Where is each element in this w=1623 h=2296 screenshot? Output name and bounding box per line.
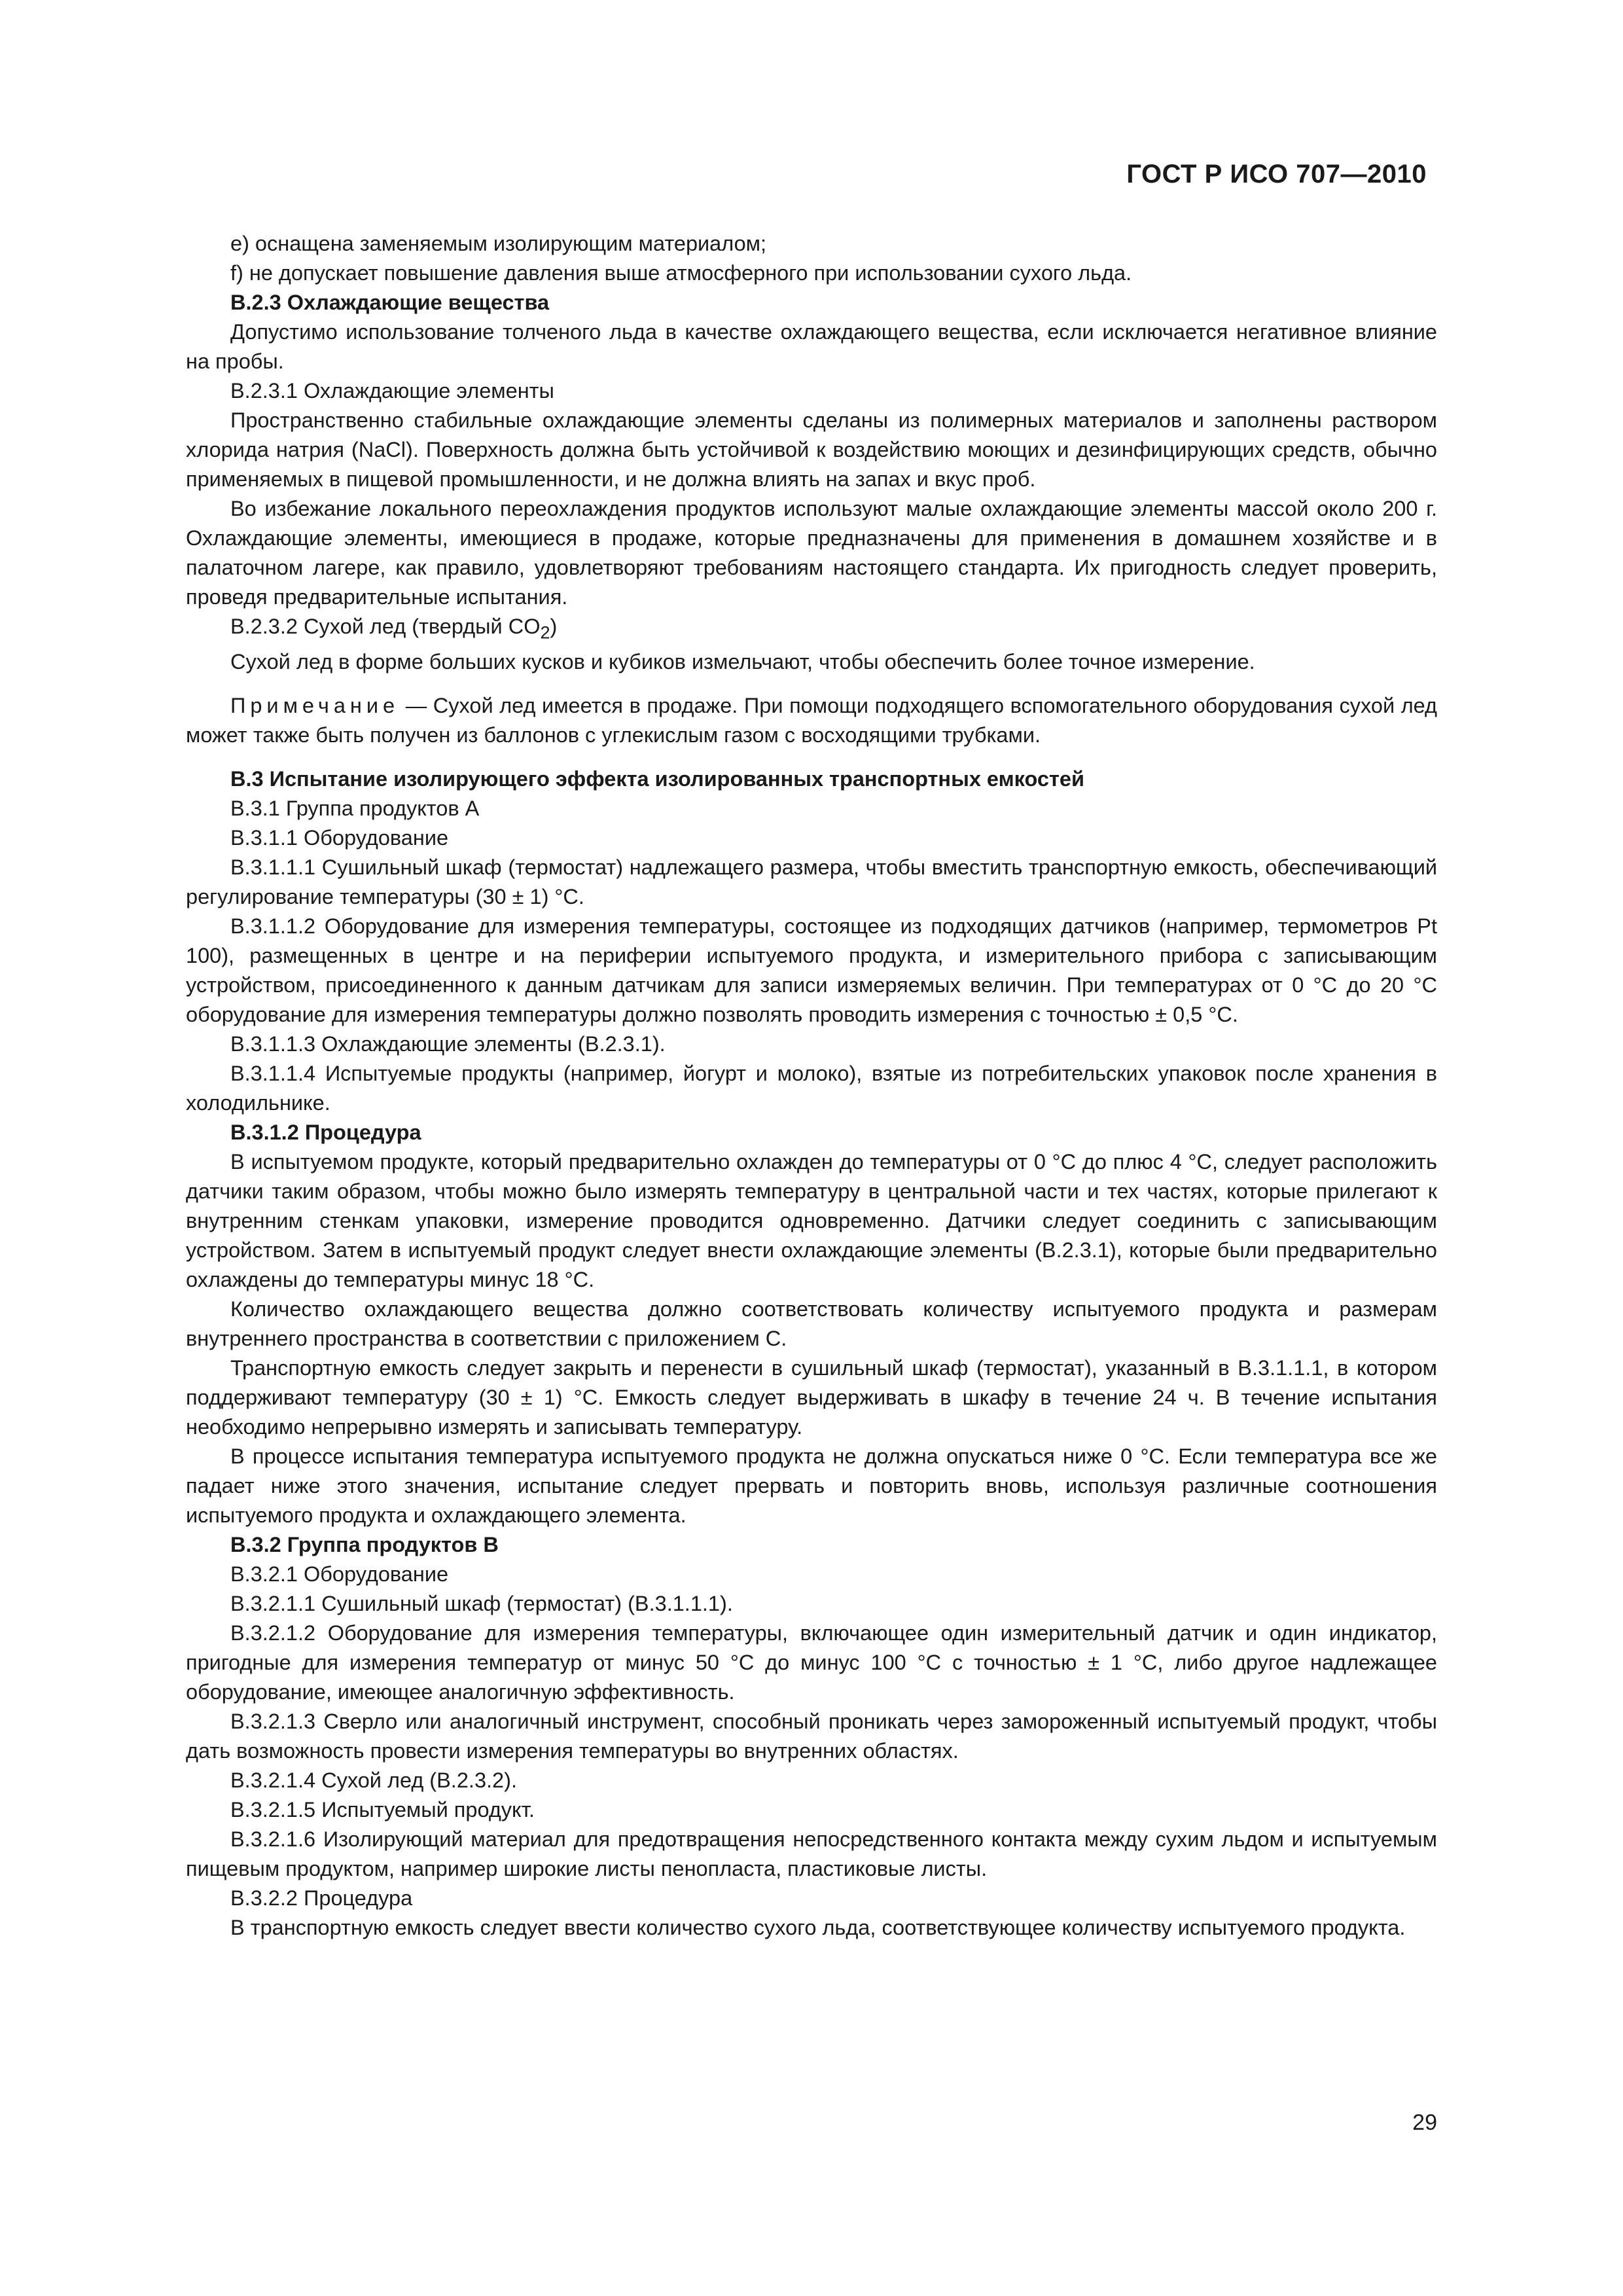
paragraph: B.3.1.1.4 Испытуемые продукты (например, йогурт и молоко), взятые из потребительских упаковок после хранения в холодильнике. [186,1061,1437,1115]
subsection-heading [186,612,1437,647]
paragraph: B.3.2.1.2 Оборудование для измерения температуры, включающее один измерительный датчик и один индикатор, пригодные для измерения температур от минус 50 °С до минус 100 °С с точностью ± 1 °С, либо другое надлежащее оборудование, имеющее аналогичную эффективность. [186,1621,1437,1704]
paragraph: Во избежание локального переохлаждения продуктов используют малые охлаждающие элементы массой около 200 г. Охлаждающие элементы, имеющиеся в продаже, которые предназначены для применения в домашнем хозяйстве и в палаточном лагере, как правило, удовлетворяют требованиям настоящего стандарта. Их пригодность следует проверить, проведя предварительные испытания. [186,497,1437,609]
paragraph: e) оснащена заменяемым изолирующим материалом; [230,232,767,255]
note [186,691,1437,750]
document-body [186,229,1437,1943]
paragraph: Сухой лед в форме больших кусков и кубиков измельчают, чтобы обеспечить более точное измерение. [230,649,1255,673]
paragraph: B.3.2.1.4 Сухой лед (B.2.3.2). [230,1768,517,1792]
document-id: ГОСТ Р ИСО 707—2010 [1126,160,1427,188]
heading-text: ) [550,615,558,638]
paragraph: B.3.1.1.2 Оборудование для измерения температуры, состоящее из подходящих датчиков (например, термометров Pt 100), размещенных в центре и на периферии испытуемого продукта, и измерительного прибора с записывающим устройством, присоединенного к данным датчикам для записи измеряемых величин. При температурах от 0 °С до 20 °С оборудование для измерения температуры должно позволять проводить измерения с точностью ± 0,5 °С. [186,914,1437,1026]
paragraph: В испытуемом продукте, который предварительно охлажден до температуры от 0 °С до плюс 4 °С, следует расположить датчики таким образом, чтобы можно было измерять температуру в центральной части и тех частях, которые прилегают к внутренним стенкам упаковки, измерение проводится одновременно. Датчики следует соединить с записывающим устройством. Затем в испытуемый продукт следует внести охлаждающие элементы (B.2.3.1), которые были предварительно охлаждены до температуры минус 18 °С. [186,1149,1437,1291]
paragraph: B.3.2.1.5 Испытуемый продукт. [230,1797,535,1821]
section-heading: B.3.1.2 Процедура [230,1120,421,1144]
paragraph: Пространственно стабильные охлаждающие элементы сделаны из полимерных материалов и заполнены раствором хлорида натрия (NaCl). Поверхность должна быть устойчивой к воздействию моющих и дезинфицирующих средств, обычно применяемых в пищевой промышленности, и не должна влиять на запах и вкус проб. [186,408,1437,491]
note-label: Примечание [230,693,400,717]
note-text: — Сухой лед имеется в продаже. При помощи подходящего вспомогательного оборудования сухой лед может также быть получен из баллонов с углекислым газом с восходящими трубками. [186,693,1437,747]
paragraph: B.3.1.1.1 Сушильный шкаф (термостат) надлежащего размера, чтобы вместить транспортную емкость, обеспечивающий регулирование температуры (30 ± 1) °С. [186,855,1437,908]
paragraph: B.3.2.1.6 Изолирующий материал для предотвращения непосредственного контакта между сухим льдом и испытуемым пищевым продуктом, например широкие листы пенопласта, пластиковые листы. [186,1827,1437,1880]
subsection-heading: B.3.2.1 Оборудование [230,1562,449,1586]
paragraph: В процессе испытания температура испытуемого продукта не должна опускаться ниже 0 °С. Если температура все же падает ниже этого значения, испытание следует прервать и повторить вновь, используя различные соотношения испытуемого продукта и охлаждающего элемента. [186,1444,1437,1527]
section-heading: B.2.3 Охлаждающие вещества [230,291,550,314]
paragraph: B.3.1.1.3 Охлаждающие элементы (B.2.3.1). [230,1031,666,1056]
subsection-heading: B.2.3.1 Охлаждающие элементы [230,379,554,403]
paragraph: B.3.2.1.3 Сверло или аналогичный инструмент, способный проникать через замороженный испытуемый продукт, чтобы дать возможность провести измерения температуры во внутренних областях. [186,1709,1437,1763]
section-heading: B.3.2 Группа продуктов В [230,1532,499,1556]
subsection-heading: B.3.1.1 Оборудование [230,825,449,850]
paragraph: Допустимо использование толченого льда в качестве охлаждающего вещества, если исключается негативное влияние на пробы. [186,320,1437,373]
subsection-heading: B.3.2.2 Процедура [230,1886,413,1910]
subsection-heading: B.3.1 Группа продуктов А [230,796,480,820]
page-number: 29 [1412,2110,1437,2135]
paragraph: В транспортную емкость следует ввести количество сухого льда, соответствующее количеству испытуемого продукта. [230,1915,1406,1939]
heading-text: B.2.3.2 Сухой лед (твердый CO [230,615,541,638]
section-heading: B.3 Испытание изолирующего эффекта изолированных транспортных емкостей [230,766,1084,791]
subscript: 2 [540,622,550,643]
paragraph: Количество охлаждающего вещества должно соответствовать количеству испытуемого продукта и размерам внутреннего пространства в соответствии с приложением С. [186,1297,1437,1350]
paragraph: B.3.2.1.1 Сушильный шкаф (термостат) (B.3.1.1.1). [230,1591,733,1615]
paragraph: Транспортную емкость следует закрыть и перенести в сушильный шкаф (термостат), указанный в B.3.1.1.1, в котором поддерживают температуру (30 ± 1) °С. Емкость следует выдерживать в шкафу в течение 24 ч. В течение испытания необходимо непрерывно измерять и записывать температуру. [186,1355,1437,1439]
paragraph: f) не допускает повышение давления выше атмосферного при использовании сухого льда. [230,261,1132,285]
